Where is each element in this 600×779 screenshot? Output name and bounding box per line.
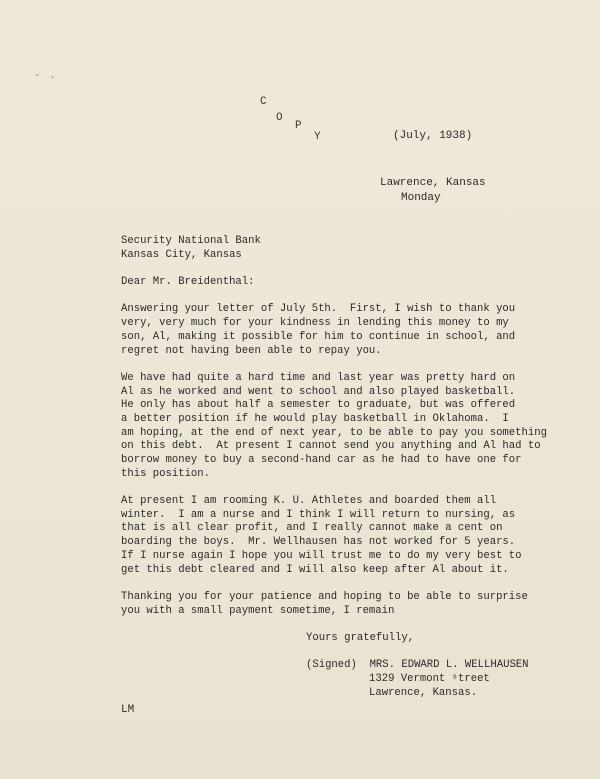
place-city: Lawrence, Kansas xyxy=(380,177,486,189)
salutation: Dear Mr. Breidenthal: xyxy=(121,276,255,289)
paragraph-line: this position. xyxy=(121,467,211,480)
paragraph-line: Answering your letter of July 5th. First, I wish to thank you xyxy=(121,303,516,316)
signer-city: Lawrence, Kansas. xyxy=(369,686,478,699)
paragraph-line: get this debt cleared and I will also keep after Al about it. xyxy=(121,563,509,576)
paragraph-line: We have had quite a hard time and last year was pretty hard on xyxy=(121,371,516,384)
paragraph-2 xyxy=(121,372,591,482)
paragraph-line: Al as he worked and went to school and also played basketball. xyxy=(121,385,516,398)
paragraph-line: winter. I am a nurse and I think I will return to nursing, as xyxy=(121,508,516,521)
paragraph-3 xyxy=(121,495,591,577)
paragraph-line: If I nurse again I hope you will trust me to do my very best to xyxy=(121,549,522,562)
paragraph-4 xyxy=(121,591,591,618)
letter-date: (July, 1938) xyxy=(393,130,473,142)
paragraph-line: regret not having been able to repay you. xyxy=(121,344,382,357)
paragraph-line: that is all clear profit, and I really cannot make a cent on xyxy=(121,522,503,535)
typist-initials: LM xyxy=(121,704,135,716)
paragraph-line: on this debt. At present I cannot send you anything and Al had to xyxy=(121,440,541,453)
paragraph-line: Thanking you for your patience and hoping to be able to surprise xyxy=(121,590,528,603)
paragraph-line: He only has about half a semester to graduate, but was offered xyxy=(121,399,516,412)
signer-street: 1329 Vermont ˢtreet xyxy=(369,673,490,685)
sender-place xyxy=(380,176,486,206)
signed-marker: (Signed) xyxy=(306,659,357,672)
paragraph-line: am hoping, at the end of next year, to be able to pay you something xyxy=(121,426,547,439)
paragraph-line: very, very much for your kindness in lending this money to my xyxy=(121,317,509,330)
paragraph-line: you with a small payment sometime, I remain xyxy=(121,604,395,617)
paragraph-line: a better position if he would play basketball in Oklahoma. I xyxy=(121,412,509,425)
copy-letter-c: C xyxy=(260,96,267,108)
margin-mark: - . xyxy=(34,70,57,82)
paragraph-line: boarding the boys. Mr. Wellhausen has not worked for 5 years. xyxy=(121,536,516,549)
copy-letter-y: Y xyxy=(314,131,321,143)
recipient-city: Kansas City, Kansas xyxy=(121,248,242,261)
signer-name: MRS. EDWARD L. WELLHAUSEN xyxy=(369,659,529,672)
paragraph-1 xyxy=(121,303,591,358)
place-day: Monday xyxy=(401,192,441,204)
copy-letter-o: O xyxy=(276,112,283,124)
complimentary-close: Yours gratefully, xyxy=(306,631,415,644)
paragraph-line: At present I am rooming K. U. Athletes and boarded them all xyxy=(121,495,497,508)
letter-body xyxy=(121,235,591,700)
recipient-name: Security National Bank xyxy=(121,235,261,247)
paragraph-line: borrow money to buy a second-hand car as he had to have one for xyxy=(121,454,522,466)
signature-line xyxy=(121,659,591,673)
copy-letter-p: P xyxy=(295,120,302,132)
paragraph-line: son, Al, making it possible for him to continue in school, and xyxy=(121,330,516,343)
